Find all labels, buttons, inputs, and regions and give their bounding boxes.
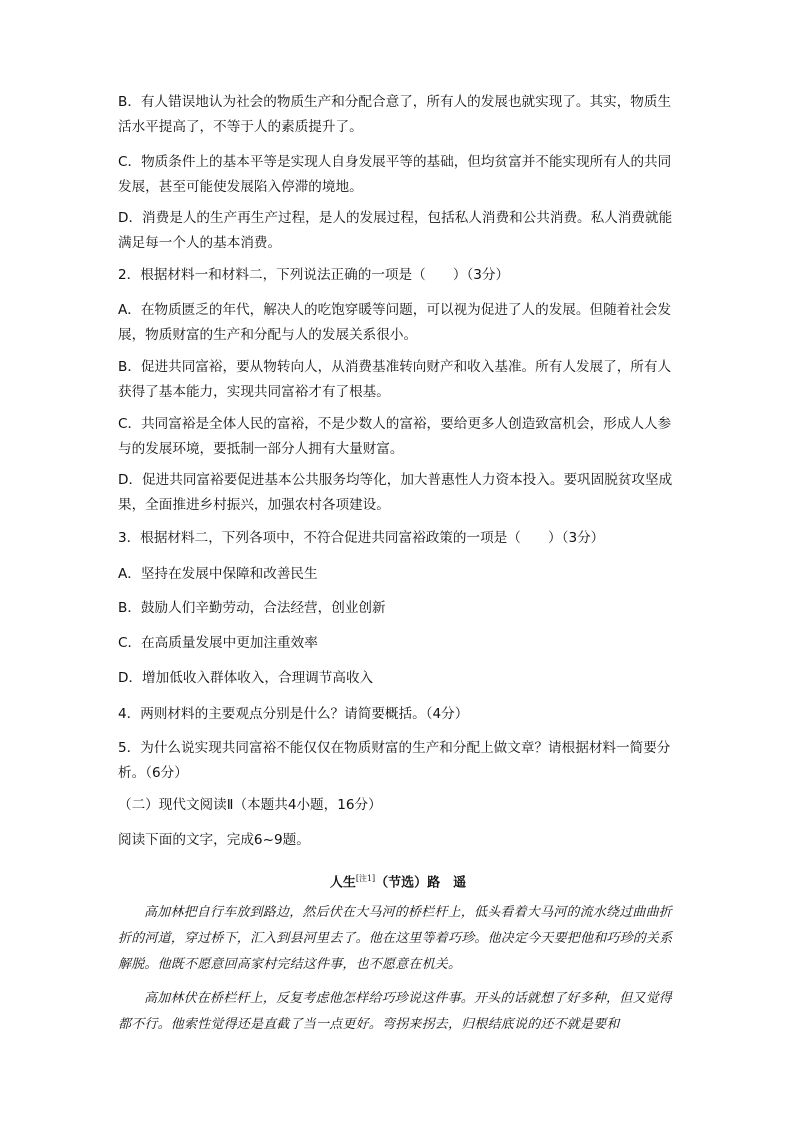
question-2-option-d: D．促进共同富裕要促进基本公共服务均等化，加大普惠性人力资本投入。要巩固脱贫攻坚成果，全面推进乡村振兴，加强农村各项建设。 bbox=[118, 472, 673, 513]
option-b-paragraph: B．有人错误地认为社会的物质生产和分配合意了，所有人的发展也就实现了。其实，物质生活水平提高了，不等于人的素质提升了。 bbox=[118, 94, 672, 135]
reading-instruction: 阅读下面的文字，完成6~9题。 bbox=[118, 832, 310, 848]
story-paragraph-1: 高加林把自行车放到路边，然后伏在大马河的桥栏杆上，低头看着大马河的流水绕过曲曲折折的河道，穿过桥下，汇入到县河里去了。他在这里等着巧珍。他决定今天要把他和巧珍的关系解脱。他既不愿意回高家村完结这件事，也不愿意在机关。 bbox=[118, 905, 673, 972]
story-title-rest: （节选）路 遥 bbox=[375, 875, 467, 891]
question-3-option-d: D．增加低收入群体收入，合理调节高收入 bbox=[118, 670, 374, 686]
footnote-marker: [注1] bbox=[355, 874, 376, 883]
question-5: 5．为什么说实现共同富裕不能仅仅在物质财富的生产和分配上做文章？请根据材料一简要分析。（6分） bbox=[118, 740, 671, 781]
option-c-paragraph: C．物质条件上的基本平等是实现人自身发展平等的基础，但均贫富并不能实现所有人的共同发展，甚至可能使发展陷入停滞的境地。 bbox=[118, 154, 672, 195]
story-paragraph-2: 高加林伏在桥栏杆上，反复考虑他怎样给巧珍说这件事。开头的话就想了好多种，但又觉得都不行。他索性觉得还是直截了当一点更好。弯拐来拐去，归根结底说的还不就是要和 bbox=[118, 991, 673, 1032]
option-d-paragraph: D．消费是人的生产再生产过程，是人的发展过程，包括私人消费和公共消费。私人消费就能满足每一个人的基本消费。 bbox=[118, 210, 673, 251]
section-heading: （二）现代文阅读Ⅱ（本题共4小题，16分） bbox=[118, 797, 382, 813]
question-3-option-b: B．鼓励人们辛勤劳动，合法经营，创业创新 bbox=[118, 600, 386, 616]
question-2-option-a: A．在物质匮乏的年代，解决人的吃饱穿暖等问题，可以视为促进了人的发展。但随着社会发展，物质财富的生产和分配与人的发展关系很小。 bbox=[118, 302, 672, 343]
question-3: 3．根据材料二，下列各项中，不符合促进共同富裕政策的一项是（ ）（3分） bbox=[118, 530, 605, 546]
question-2-option-c: C．共同富裕是全体人民的富裕，不是少数人的富裕，要给更多人创造致富机会，形成人人参与的发展环境，要抵制一部分人拥有大量财富。 bbox=[118, 416, 672, 457]
question-3-option-a: A．坚持在发展中保障和改善民生 bbox=[118, 566, 318, 582]
question-3-option-c: C．在高质量发展中更加注重效率 bbox=[118, 635, 318, 651]
question-4: 4．两则材料的主要观点分别是什么？请简要概括。（4分） bbox=[118, 706, 469, 722]
question-2: 2．根据材料一和材料二，下列说法正确的一项是（ ）（3分） bbox=[118, 267, 510, 283]
story-title-main: 人生 bbox=[329, 875, 356, 891]
question-2-option-b: B．促进共同富裕，要从物转向人，从消费基准转向财产和收入基准。所有人发展了，所有人获得了基本能力，实现共同富裕才有了根基。 bbox=[118, 359, 672, 400]
story-title bbox=[118, 866, 678, 895]
